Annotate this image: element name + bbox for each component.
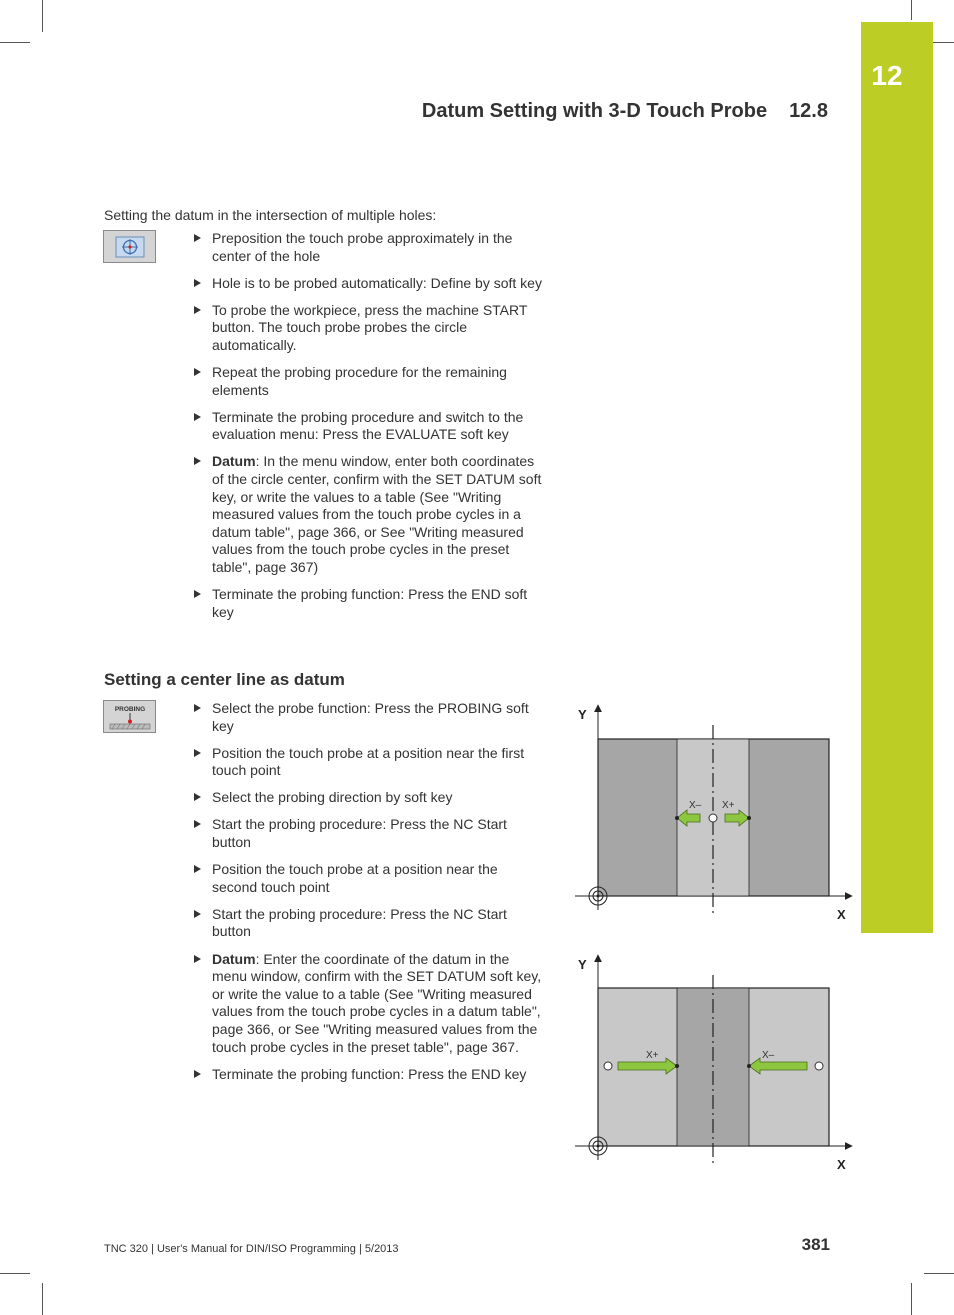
page-header (422, 97, 828, 125)
crop-mark (42, 0, 43, 32)
probe-position-right (815, 1062, 823, 1070)
crop-mark (0, 1273, 30, 1274)
bullet-arrow-icon (194, 955, 201, 963)
bullet-arrow-icon (194, 910, 201, 918)
step-text: Select the probing direction by soft key (212, 789, 453, 806)
steps-list-holes (192, 230, 544, 631)
figure-centerline-inner (565, 950, 865, 1175)
step-item (192, 951, 544, 1057)
step-item (192, 700, 544, 735)
step-text: Terminate the probing function: Press the END soft key (212, 586, 528, 620)
bullet-arrow-icon (194, 306, 201, 314)
step-item (192, 364, 544, 399)
step-text: : In the menu window, enter both coordinates of the circle center, confirm with the SET DATUM soft key, or write the values to a table (See "Writing measured values from the touch probe cycles in a datum table", page 366, or See "Writing measured values from the touch probe cycles in the preset table", page 367) (212, 453, 542, 575)
header-section: 12.8 (789, 100, 828, 122)
step-text: Terminate the probing procedure and switch to the evaluation menu: Press the EVALUATE soft key (212, 408, 524, 443)
axis-label-y: Y (578, 957, 587, 972)
bullet-arrow-icon (194, 1070, 201, 1078)
step-item (192, 453, 544, 576)
step-item (192, 906, 544, 941)
step-text: Position the touch probe at a position near the second touch point (212, 861, 498, 895)
axis-label-x: X (837, 1157, 846, 1172)
probe-position-left (604, 1062, 612, 1070)
bullet-arrow-icon (194, 413, 201, 421)
bullet-arrow-icon (194, 234, 201, 242)
crop-mark (42, 1283, 43, 1315)
step-text: To probe the workpiece, press the machine START button. The touch probe probes the circle automatically. (212, 301, 528, 353)
label-x-plus: X+ (646, 1050, 659, 1061)
page-number: 381 (801, 1235, 830, 1254)
step-text: Hole is to be probed automatically: Define by soft key (212, 274, 542, 291)
chapter-number: 12 (871, 60, 903, 91)
step-text: Select the probe function: Press the PROBING soft key (212, 700, 529, 734)
step-item (192, 586, 544, 621)
steps-list-centerline (192, 700, 544, 1093)
step-item (192, 861, 544, 896)
step-item (192, 275, 544, 293)
step-text: Start the probing procedure: Press the NC Start button (212, 905, 507, 940)
circle-probe-softkey (103, 230, 156, 263)
footer-text: TNC 320 | User's Manual for DIN/ISO Programming | 5/2013 (104, 1243, 399, 1255)
step-item (192, 1066, 544, 1084)
bullet-arrow-icon (194, 279, 201, 287)
figure-centerline-outer (565, 700, 865, 925)
axis-label-y: Y (578, 707, 587, 722)
label-x-plus: X+ (722, 800, 735, 811)
chapter-tab (861, 22, 933, 933)
bullet-arrow-icon (194, 704, 201, 712)
step-text: Repeat the probing procedure for the remaining elements (212, 364, 507, 398)
step-keyword: Datum (212, 453, 256, 470)
step-text: : Enter the coordinate of the datum in the menu window, confirm with the SET DATUM soft key, or write the value to a table (See "Writing measured values from the touch probe cycles in a datum table", page 366, or See "Writing measured values from the touch probe cycles in the preset table", page 367. (212, 950, 542, 1055)
bullet-arrow-icon (194, 590, 201, 598)
step-item (192, 745, 544, 780)
step-item (192, 409, 544, 444)
step-item (192, 816, 544, 851)
section-intro: Setting the datum in the intersection of multiple holes: (104, 207, 437, 223)
probe-position (709, 814, 717, 822)
header-title: Datum Setting with 3-D Touch Probe (421, 100, 768, 122)
circle-probe-icon (104, 231, 155, 262)
step-text: Start the probing procedure: Press the NC Start button (212, 816, 507, 851)
bullet-arrow-icon (194, 457, 201, 465)
crop-mark (0, 42, 30, 43)
step-keyword: Datum (212, 950, 256, 967)
bullet-arrow-icon (194, 865, 201, 873)
probing-softkey (103, 700, 156, 733)
step-text: Terminate the probing function: Press the END key (212, 1065, 527, 1082)
step-item (192, 302, 544, 355)
step-text: Preposition the touch probe approximately in the center of the hole (212, 230, 513, 264)
bullet-arrow-icon (194, 749, 201, 757)
bullet-arrow-icon (194, 368, 201, 376)
probing-softkey-label: PROBING (114, 706, 146, 713)
bullet-arrow-icon (194, 793, 201, 801)
crop-mark (924, 1273, 954, 1274)
probing-softkey-graphic (104, 701, 155, 732)
label-x-minus: X– (689, 800, 702, 811)
crop-mark (911, 0, 912, 20)
step-text: Position the touch probe at a position near the first touch point (212, 744, 525, 779)
label-x-minus: X– (762, 1050, 775, 1061)
axis-label-x: X (837, 907, 846, 922)
section-heading: Setting a center line as datum (104, 670, 345, 689)
crop-mark (911, 1283, 912, 1315)
step-item (192, 230, 544, 265)
step-item (192, 789, 544, 807)
bullet-arrow-icon (194, 820, 201, 828)
